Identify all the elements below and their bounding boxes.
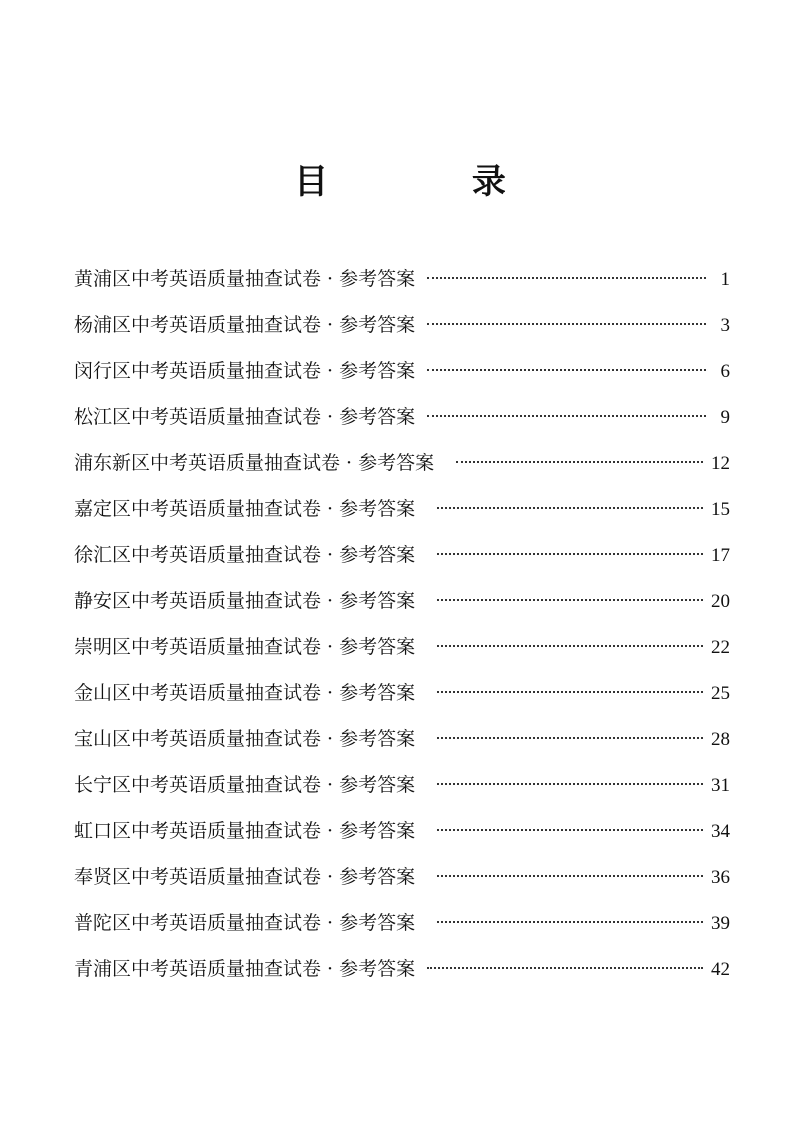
toc-entry bbox=[74, 538, 730, 584]
dot-leader bbox=[427, 967, 703, 969]
toc-entry-label: 奉贤区中考英语质量抽查试卷 · 参考答案 bbox=[74, 866, 416, 888]
toc-entry-label: 宝山区中考英语质量抽查试卷 · 参考答案 bbox=[74, 728, 416, 750]
toc-entry-label: 崇明区中考英语质量抽查试卷 · 参考答案 bbox=[74, 636, 416, 658]
toc-entry bbox=[74, 492, 730, 538]
dot-leader bbox=[456, 461, 703, 463]
toc-entry-label: 徐汇区中考英语质量抽查试卷 · 参考答案 bbox=[74, 544, 416, 566]
dot-leader bbox=[437, 737, 703, 739]
toc-entry bbox=[74, 446, 730, 492]
toc-entry-page: 22 bbox=[711, 637, 730, 658]
page-title: 目 录 bbox=[294, 162, 572, 202]
toc-entry-page: 17 bbox=[711, 545, 730, 566]
toc-entry-page: 42 bbox=[711, 959, 730, 980]
toc-entry-label: 闵行区中考英语质量抽查试卷 · 参考答案 bbox=[74, 360, 416, 382]
toc-entry-label: 杨浦区中考英语质量抽查试卷 · 参考答案 bbox=[74, 314, 416, 336]
toc-entry bbox=[74, 906, 730, 952]
toc-entry-page: 6 bbox=[720, 361, 730, 382]
toc-entry bbox=[74, 768, 730, 814]
toc-entry bbox=[74, 676, 730, 722]
toc-entry bbox=[74, 262, 730, 308]
toc-entry bbox=[74, 308, 730, 354]
dot-leader bbox=[427, 323, 706, 325]
toc-entry-page: 3 bbox=[720, 315, 730, 336]
toc-entry-label: 虹口区中考英语质量抽查试卷 · 参考答案 bbox=[74, 820, 416, 842]
toc-entry-page: 25 bbox=[711, 683, 730, 704]
toc-entry-page: 31 bbox=[711, 775, 730, 796]
toc-entry-label: 普陀区中考英语质量抽查试卷 · 参考答案 bbox=[74, 912, 416, 934]
toc-entry-page: 1 bbox=[720, 269, 730, 290]
dot-leader bbox=[437, 599, 703, 601]
toc-entry-page: 9 bbox=[720, 407, 730, 428]
dot-leader bbox=[427, 277, 706, 279]
toc-entry-label: 浦东新区中考英语质量抽查试卷 · 参考答案 bbox=[74, 452, 435, 474]
toc-entry-label: 青浦区中考英语质量抽查试卷 · 参考答案 bbox=[74, 958, 416, 980]
toc-entry bbox=[74, 400, 730, 446]
toc-entry bbox=[74, 722, 730, 768]
dot-leader bbox=[437, 553, 703, 555]
toc-entry bbox=[74, 584, 730, 630]
toc-entry bbox=[74, 952, 730, 998]
toc-entry-page: 20 bbox=[711, 591, 730, 612]
toc-entry-page: 39 bbox=[711, 913, 730, 934]
toc-entry-label: 嘉定区中考英语质量抽查试卷 · 参考答案 bbox=[74, 498, 416, 520]
toc-entry bbox=[74, 814, 730, 860]
dot-leader bbox=[427, 415, 706, 417]
dot-leader bbox=[437, 691, 703, 693]
dot-leader bbox=[437, 921, 703, 923]
dot-leader bbox=[437, 645, 703, 647]
toc-entry-label: 金山区中考英语质量抽查试卷 · 参考答案 bbox=[74, 682, 416, 704]
toc-entry-page: 15 bbox=[711, 499, 730, 520]
toc-entry-page: 36 bbox=[711, 867, 730, 888]
toc-entry-label: 静安区中考英语质量抽查试卷 · 参考答案 bbox=[74, 590, 416, 612]
dot-leader bbox=[437, 875, 703, 877]
toc-entry-page: 12 bbox=[711, 453, 730, 474]
toc-entry bbox=[74, 354, 730, 400]
toc-entry bbox=[74, 860, 730, 906]
table-of-contents bbox=[74, 262, 730, 998]
toc-entry-label: 黄浦区中考英语质量抽查试卷 · 参考答案 bbox=[74, 268, 416, 290]
toc-entry-label: 长宁区中考英语质量抽查试卷 · 参考答案 bbox=[74, 774, 416, 796]
toc-entry-page: 28 bbox=[711, 729, 730, 750]
toc-entry-label: 松江区中考英语质量抽查试卷 · 参考答案 bbox=[74, 406, 416, 428]
dot-leader bbox=[437, 507, 703, 509]
dot-leader bbox=[437, 783, 703, 785]
dot-leader bbox=[437, 829, 703, 831]
dot-leader bbox=[427, 369, 706, 371]
toc-entry bbox=[74, 630, 730, 676]
toc-entry-page: 34 bbox=[711, 821, 730, 842]
